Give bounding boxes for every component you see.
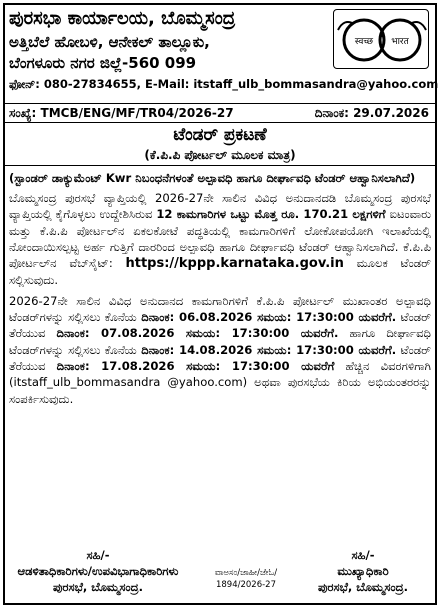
para1-text-a: ಬೊಮ್ಮಸಂದ್ರ ಪುರಸಭೆ ವ್ಯಾಪ್ತಿಯಲ್ಲಿ 2026-27ನೇ ಸಾಲಿನ ವಿವಿಧ ಅನುದಾನದಡಿ ಬೊಮ್ಮಸಂದ್ರ ಪುರಸಭೆ ವ್ಯಾಪ್ತಿಯಲ್ಲಿ ಕೈಗೊಳ್ಳಲು ಉದ್ದೇಶಿಸಿರುವ (9, 191, 431, 222)
paragraph-2 (9, 293, 431, 407)
right-sd: ಸಹಿ/- (351, 548, 375, 562)
short-term-submission-date: ದಿನಾಂಕ: 06.08.2026 ಸಮಯ: 17:30:00 ಯವರೆಗೆ. (141, 310, 397, 325)
right-signatory-title: ಮುಖ್ಯಾಧಿಕಾರಿ (337, 564, 389, 578)
letterhead (5, 5, 439, 103)
right-signatory-office: ಪುರಸಭೆ, ಬೊಮ್ಮಸಂದ್ರ. (318, 580, 408, 594)
dipr-ref-line-1: ವಾಅಸಂ/ಜಾಹೀ/ಜೇಓ/ (214, 568, 278, 578)
signature-left (7, 547, 189, 595)
signature-footer (5, 545, 435, 603)
spectacles-icon (334, 10, 430, 70)
notice-note: (ಸ್ಟಾಂಡರ್ ಡಾಕ್ಯುಮೆಂಟ್ Kwr ನಿಬಂಧನೆಗಳಂತೆ ಅಲ್ಪಾವಧಿ ಹಾಗೂ ದೀರ್ಘಾವಧಿ ಟೆಂಡರ್ ಆಹ್ವಾನಿಸಲಾಗಿದೆ) (9, 171, 416, 185)
logo-text-left: स्वच्छ (354, 37, 374, 47)
address-line-1: ಅತ್ತಿಬೆಲೆ ಹೋಬಳಿ, ಆನೇಕಲ್ ತಾಲ್ಲೂಕು, (9, 33, 210, 51)
notice-subtitle: (ಕೆ.ಪಿ.ಪಿ ಪೋರ್ಟಲ್ ಮೂಲಕ ಮಾತ್ರ) (144, 148, 296, 162)
left-signatory-office: ಪುರಸಭೆ, ಬೊಮ್ಮಸಂದ್ರ. (53, 580, 143, 594)
paragraph-1 (9, 190, 431, 289)
para2-text-2: ಟೆಂಡರ್ ತೆರೆಯುವ (9, 310, 431, 341)
notice-title: ಟೆಂಡರ್ ಪ್ರಕಟಣೆ (173, 125, 267, 145)
para1-text-b: ಐಟಂವಾರು ಮತ್ತು ಕೆ.ಪಿ.ಪಿ ಪೋರ್ಟಲ್‌ನ ಏಕಲಕೋಟೆ ಪದ್ಧತಿಯಲ್ಲಿ ಕಾಮಗಾರಿಗಳಿಗೆ ಲೋಕೋಪಯೋಗಿ ಇಲಾಖೆಯಲ್ಲಿ ನೋಂದಾಯಿಸಲ್ಪಟ್ಟ ಅರ್ಹ ಗುತ್ತಿಗೆ ದಾರರಿಂದ ಅಲ್ಪಾವಧಿ ಹಾಗೂ ದೀರ್ಘಾವಧಿ ಟೆಂಡರ್ ಆಹ್ವಾನಿಸಲಾಗಿದೆ. ಕೆ.ಪಿ.ಪಿ ಪೋರ್ಟಲ್‌ನ ವೆಬ್‌ಸೈಟ್: (9, 207, 432, 271)
reference-number: ಸಂಖ್ಯೆ: TMCB/ENG/MF/TR04/2026-27 (9, 106, 234, 120)
long-term-opening-date: ದಿನಾಂಕ: 17.08.2026 ಸಮಯ: 17:30:00 ಯವರೆಗೆ (56, 358, 335, 373)
reference-line (5, 104, 435, 122)
address-line-2: ಬೆಂಗಳೂರು ನಗರ ಜಿಲ್ಲೆ-560 099 (9, 54, 197, 72)
short-term-opening-date: ದಿನಾಂಕ: 07.08.2026 ಸಮಯ: 17:30:00 ಯವರೆಗೆ. (56, 326, 339, 341)
left-signatory-title: ಆಡಳಿತಾಧಿಕಾರಿಗಳು/ಉಪವಿಭಾಗಾಧಿಕಾರಿಗಳು (17, 564, 179, 578)
dipr-ref-line-2: 1894/2026-27 (215, 580, 276, 590)
left-sd: ಸಹಿ/- (86, 548, 110, 562)
para2-text-1: 2026-27ನೇ ಸಾಲಿನ ವಿವಿಧ ಅನುದಾನದ ಕಾಮಗಾರಿಗಳಿಗೆ ಕೆ.ಪಿ.ಪಿ ಪೋರ್ಟಲ್ ಮುಖಾಂತರ ಅಲ್ಪಾವಧಿ ಟೆಂಡರ್‌ಗಳನ್ನು ಸಲ್ಲಿಸಲು ಕೊನೆಯ (9, 293, 431, 325)
tender-notice (3, 3, 437, 605)
swachh-bharat-logo (333, 9, 429, 69)
dipr-reference (193, 567, 299, 591)
signature-right (293, 547, 433, 595)
works-amount: 12 ಕಾಮಗಾರಿಗಳ ಒಟ್ಟು ಮೊತ್ತ ರೂ. 170.21 ಲಕ್ಷಗಳಿಗೆ (156, 207, 386, 222)
org-name: ಪುರಸಭಾ ಕಾರ್ಯಾಲಯ, ಬೊಮ್ಮಸಂದ್ರ (9, 8, 236, 29)
para2-text-4: ಟೆಂಡರ್ ತೆರೆಯುವ (9, 342, 431, 373)
para2-text-5: ಹೆಚ್ಚಿನ ವಿವರಗಳಿಗಾಗಿ (itstaff_ulb_bommasandra @yahoo.com) ಅಥವಾ ಪುರಸಭೆಯ ಕಿರಿಯ ಅಭಿಯಂತರರನ್ನು ಸಂಪರ್ಕಿಸುವುದು. (9, 358, 431, 406)
contact-line: ಫೋನ್: 080-27834655, E-Mail: itstaff_ulb_bommasandra@yahoo.com (9, 77, 439, 91)
notice-date: ದಿನಾಂಕ: 29.07.2026 (314, 106, 429, 120)
long-term-submission-date: ದಿನಾಂಕ: 14.08.2026 ಸಮಯ: 17:30:00 ಯವರೆಗೆ. (141, 342, 397, 357)
para1-text-c: ಮೂಲಕ ಟೆಂಡರ್ ಸಲ್ಲಿಸುವುದು. (9, 256, 431, 288)
portal-url[interactable]: https://kppp.karnataka.gov.in (125, 256, 344, 272)
title-box (5, 122, 435, 166)
logo-text-right: भारत (391, 37, 409, 47)
para2-text-3: ಹಾಗೂ ದೀರ್ಘಾವಧಿ ಟೆಂಡರ್‌ಗಳನ್ನು ಸಲ್ಲಿಸಲು ಕೊನೆಯ (9, 326, 431, 357)
